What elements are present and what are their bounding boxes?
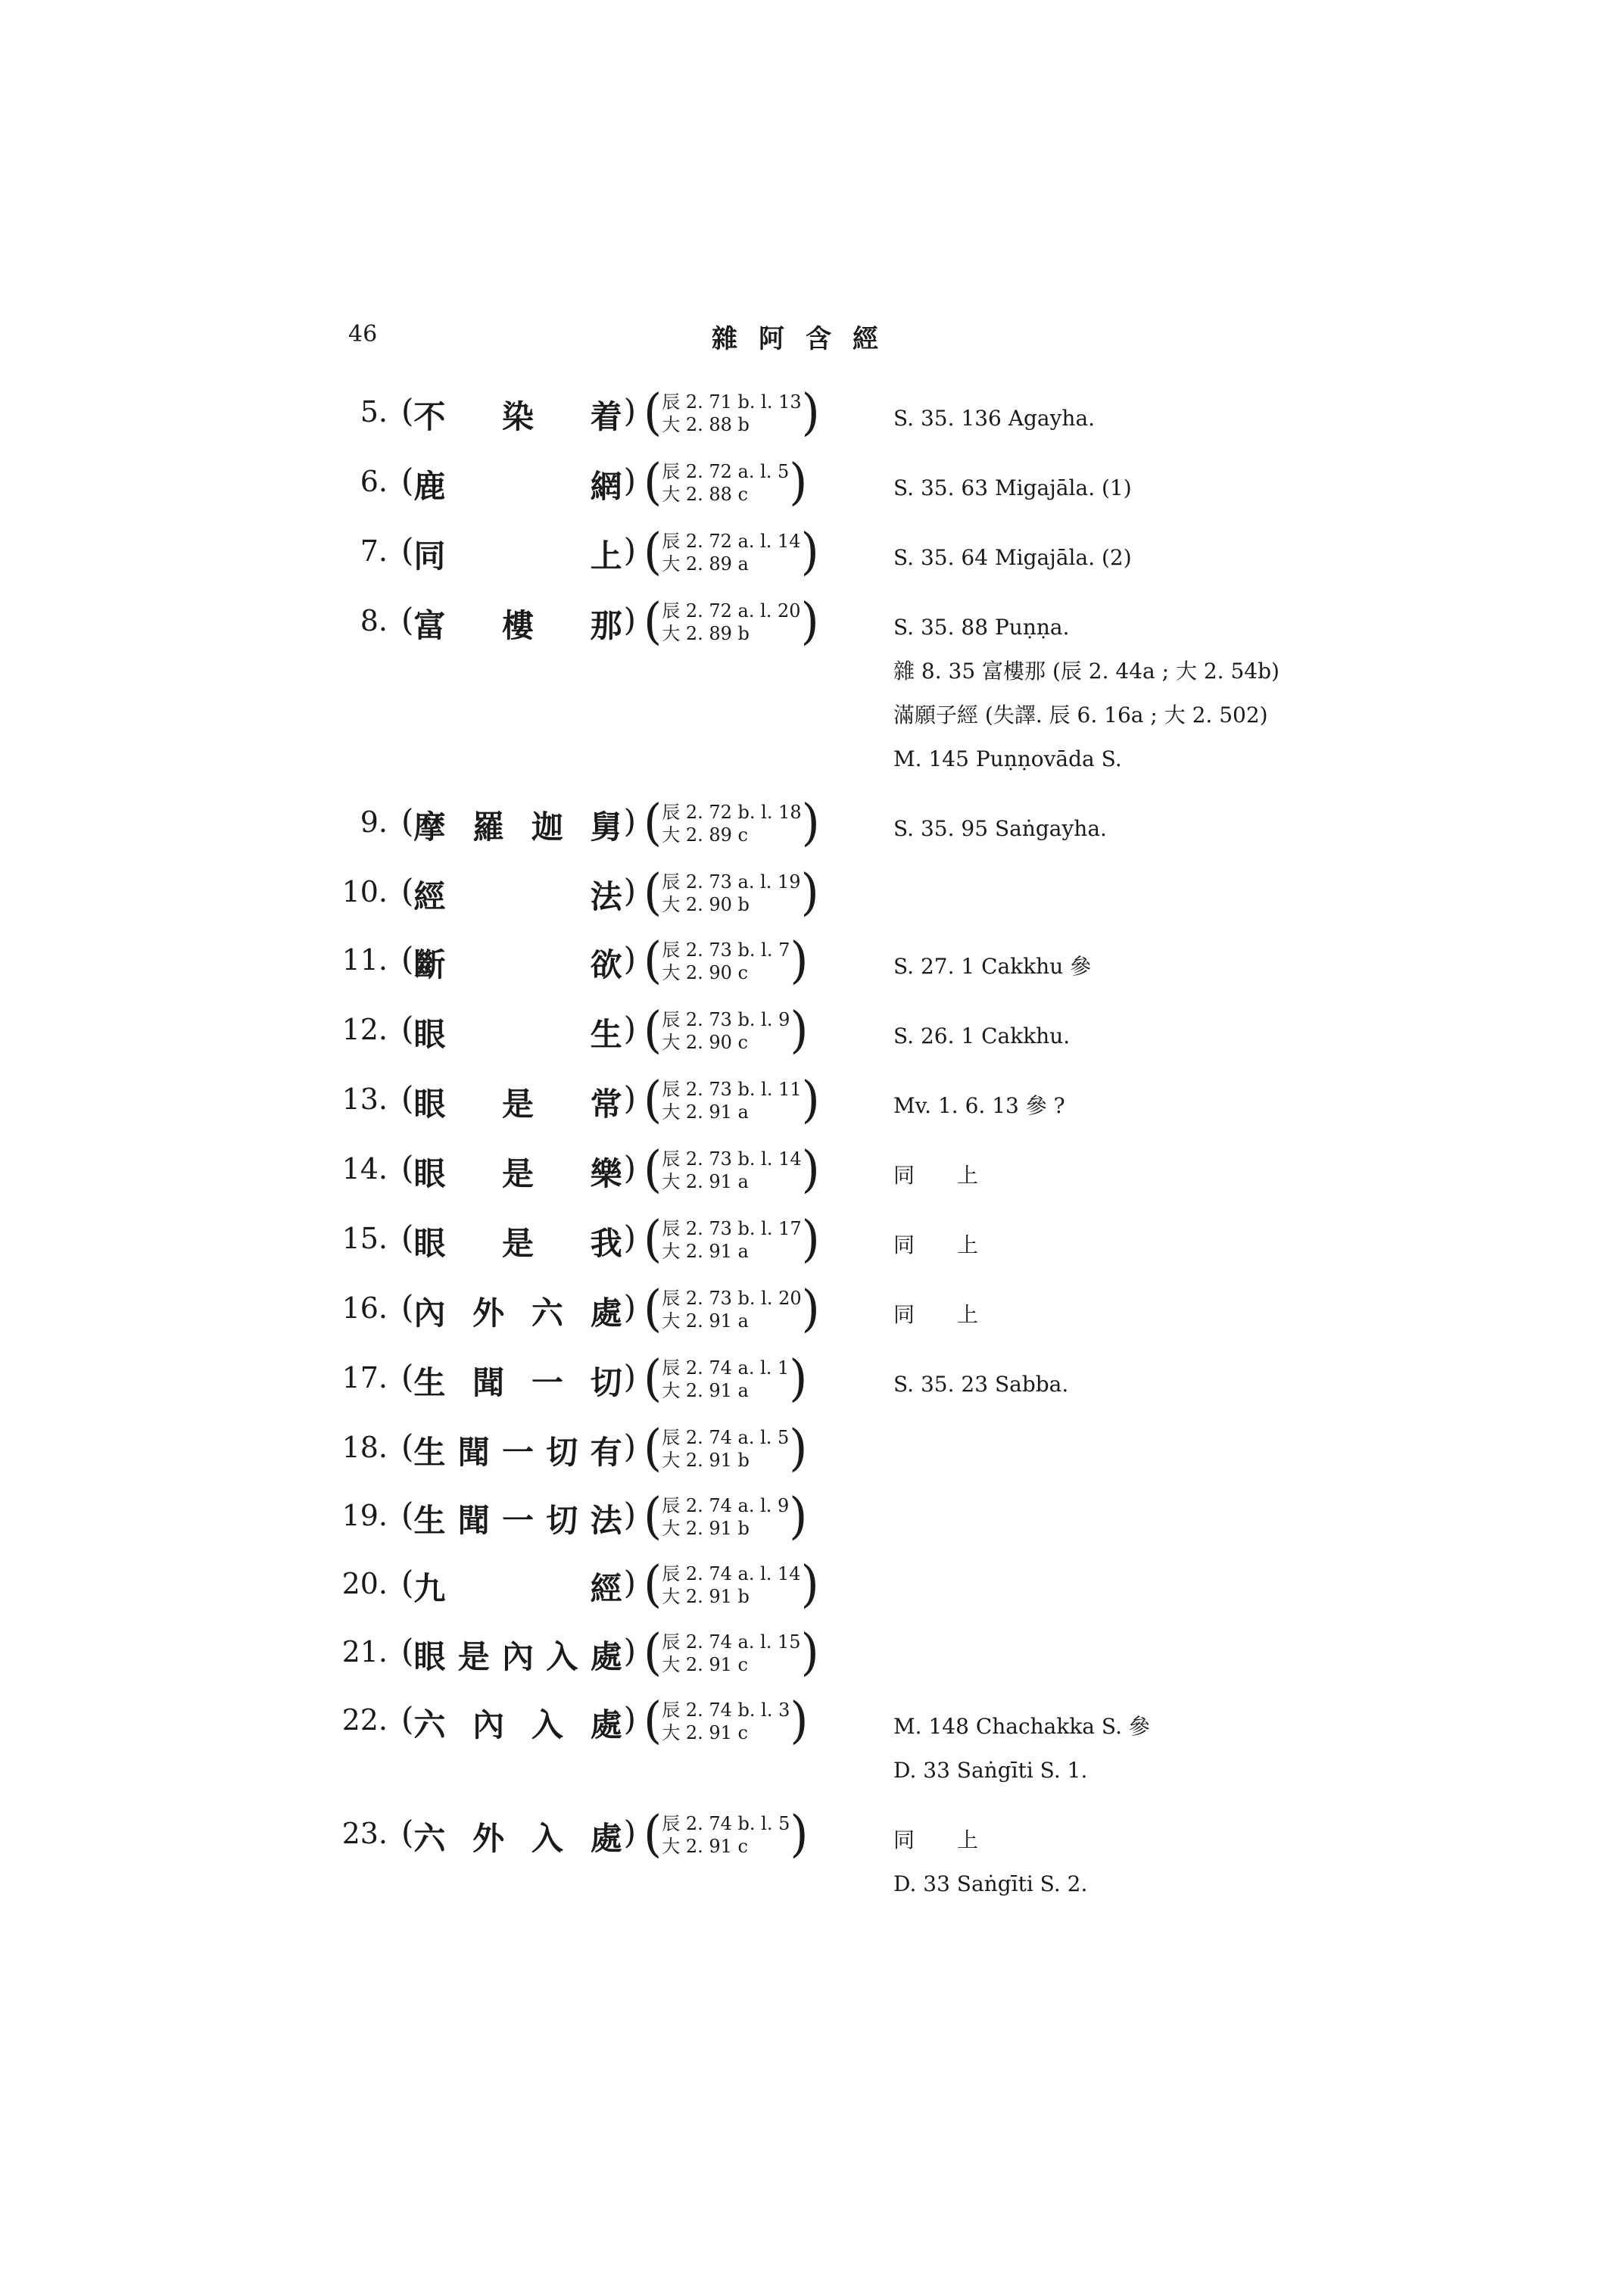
close-paren: ) — [623, 1632, 636, 1669]
parallel-reference: S. 26. 1 Cakkhu. — [893, 1023, 1071, 1048]
close-paren: ) — [623, 1700, 636, 1737]
close-paren: ) — [623, 601, 636, 638]
ref-line-1: 辰 2. 72 b. l. 18 — [662, 802, 802, 823]
ref-close-bracket: ) — [801, 1279, 820, 1338]
sutra-entry — [318, 1210, 1378, 1268]
close-paren: ) — [623, 802, 636, 840]
ref-lines — [662, 386, 801, 439]
ref-open-bracket: ( — [644, 1805, 662, 1863]
canon-reference — [644, 1070, 871, 1129]
parallel-references — [893, 1143, 1378, 1198]
open-paren: ( — [401, 601, 414, 638]
ref-open-bracket: ( — [644, 1070, 662, 1129]
ref-lines — [662, 456, 789, 509]
entry-title — [401, 525, 636, 577]
entry-number: 22. — [341, 1703, 388, 1737]
ref-line-2: 大 2. 91 b — [662, 1450, 750, 1471]
open-paren: ( — [401, 940, 414, 977]
ref-close-bracket: ) — [790, 1001, 809, 1059]
open-paren: ( — [401, 1496, 414, 1533]
parallel-references — [893, 1282, 1378, 1337]
parallel-references — [893, 525, 1378, 580]
canon-reference — [644, 1691, 871, 1749]
running-title: 雜阿含經 — [712, 324, 899, 354]
close-paren: ) — [623, 1149, 636, 1186]
entry-title-text: 同 上 — [413, 537, 624, 575]
parallel-references — [893, 796, 1378, 851]
canon-reference — [644, 1140, 871, 1198]
ref-lines — [662, 1558, 800, 1611]
close-paren: ) — [623, 531, 636, 569]
canon-reference — [644, 1487, 871, 1545]
entry-number: 16. — [341, 1291, 388, 1325]
entry-number: 10. — [341, 875, 388, 908]
ref-line-1: 辰 2. 74 a. l. 1 — [662, 1357, 790, 1379]
entry-title — [401, 1073, 636, 1125]
entry-title-text: 斷 欲 — [413, 946, 624, 983]
entry-title-text: 經 法 — [413, 878, 624, 915]
ref-line-2: 大 2. 88 c — [662, 484, 748, 505]
entry-title-text: 眼是內入處 — [413, 1638, 624, 1675]
entry-title — [401, 456, 636, 507]
ref-line-1: 辰 2. 71 b. l. 13 — [662, 391, 802, 413]
entry-number: 17. — [341, 1361, 388, 1394]
sutra-entry — [318, 1623, 1378, 1681]
canon-reference — [644, 1623, 871, 1681]
sutra-entry — [318, 1691, 1378, 1793]
sutra-entry — [318, 1805, 1378, 1906]
entry-title-text: 九 經 — [413, 1570, 624, 1607]
ref-line-1: 辰 2. 72 a. l. 5 — [662, 461, 790, 482]
ref-open-bracket: ( — [644, 1623, 662, 1681]
sutra-entry — [318, 522, 1378, 581]
close-paren: ) — [623, 1080, 636, 1117]
entry-number: 7. — [360, 534, 388, 568]
ref-lines — [662, 866, 800, 919]
ref-open-bracket: ( — [644, 453, 662, 511]
sutra-entry — [318, 1555, 1378, 1613]
parallel-references — [893, 1808, 1378, 1906]
open-paren: ( — [401, 872, 414, 909]
sutra-entry — [318, 1070, 1378, 1129]
ref-close-bracket: ) — [801, 1140, 820, 1198]
ref-close-bracket: ) — [801, 1070, 820, 1129]
parallel-reference: M. 145 Puṇṇovāda S. — [893, 746, 1122, 771]
parallel-reference: S. 27. 1 Cakkhu 參 — [893, 954, 1092, 979]
ref-line-1: 辰 2. 73 b. l. 7 — [662, 939, 790, 961]
sutra-entry — [318, 453, 1378, 511]
ref-line-2: 大 2. 91 c — [662, 1836, 748, 1857]
canon-reference — [644, 1279, 871, 1338]
ref-open-bracket: ( — [644, 1279, 662, 1338]
ref-line-1: 辰 2. 72 a. l. 14 — [662, 531, 801, 552]
entry-number: 8. — [360, 604, 388, 637]
open-paren: ( — [401, 1219, 414, 1256]
entry-title — [401, 1808, 636, 1859]
ref-line-1: 辰 2. 73 a. l. 19 — [662, 871, 801, 893]
ref-lines — [662, 934, 790, 987]
entry-number: 9. — [360, 805, 388, 839]
ref-line-1: 辰 2. 74 a. l. 9 — [662, 1495, 790, 1516]
parallel-reference: 同 上 — [893, 1302, 979, 1327]
entry-number: 21. — [341, 1635, 388, 1668]
open-paren: ( — [401, 1632, 414, 1669]
entry-title-text: 摩羅迦舅 — [413, 808, 624, 846]
parallel-reference: 同 上 — [893, 1232, 979, 1257]
close-paren: ) — [623, 462, 636, 499]
entry-list — [318, 383, 1378, 1921]
parallel-references — [893, 456, 1378, 510]
entry-title — [401, 1282, 636, 1334]
parallel-references — [893, 1213, 1378, 1267]
ref-line-2: 大 2. 89 c — [662, 824, 748, 846]
sutra-entry — [318, 1279, 1378, 1338]
entry-title — [401, 1143, 636, 1195]
ref-line-2: 大 2. 88 b — [662, 414, 750, 435]
ref-line-2: 大 2. 91 b — [662, 1586, 750, 1607]
open-paren: ( — [401, 1814, 414, 1851]
ref-line-1: 辰 2. 74 a. l. 14 — [662, 1563, 801, 1584]
ref-close-bracket: ) — [801, 793, 820, 852]
ref-close-bracket: ) — [800, 1555, 819, 1613]
ref-open-bracket: ( — [644, 522, 662, 581]
entry-title — [401, 1694, 636, 1746]
ref-close-bracket: ) — [800, 863, 819, 921]
ref-line-2: 大 2. 90 c — [662, 962, 748, 983]
canon-reference — [644, 1001, 871, 1059]
canon-reference — [644, 1419, 871, 1477]
ref-open-bracket: ( — [644, 863, 662, 921]
ref-lines — [662, 1422, 789, 1475]
sutra-entry — [318, 1419, 1378, 1477]
entry-title — [401, 1352, 636, 1404]
parallel-reference: 同 上 — [893, 1163, 979, 1188]
canon-reference — [644, 453, 871, 511]
parallel-reference: 滿願子經 (失譯. 辰 6. 16a ; 大 2. 502) — [893, 703, 1268, 727]
entry-title-text: 眼 是 樂 — [413, 1155, 624, 1192]
ref-line-1: 辰 2. 73 b. l. 9 — [662, 1009, 790, 1030]
page-number: 46 — [348, 321, 378, 347]
entry-title-text: 生聞一切法 — [413, 1502, 624, 1539]
ref-line-1: 辰 2. 74 a. l. 15 — [662, 1631, 801, 1653]
ref-line-2: 大 2. 91 c — [662, 1654, 748, 1675]
entry-number: 14. — [341, 1152, 388, 1185]
ref-line-1: 辰 2. 73 b. l. 14 — [662, 1148, 802, 1170]
ref-close-bracket: ) — [800, 592, 819, 650]
close-paren: ) — [623, 872, 636, 909]
sutra-entry — [318, 1001, 1378, 1059]
entry-number: 23. — [341, 1817, 388, 1850]
canon-reference — [644, 1805, 871, 1863]
open-paren: ( — [401, 802, 414, 840]
entry-number: 11. — [341, 943, 388, 977]
ref-line-2: 大 2. 91 a — [662, 1380, 749, 1401]
entry-number: 20. — [341, 1567, 388, 1600]
sutra-entry — [318, 1349, 1378, 1407]
entry-number: 12. — [341, 1013, 388, 1046]
open-paren: ( — [401, 1010, 414, 1047]
entry-title-text: 眼 是 常 — [413, 1086, 624, 1123]
parallel-reference: S. 35. 95 Saṅgayha. — [893, 816, 1107, 841]
ref-lines — [662, 1073, 801, 1126]
entry-number: 15. — [341, 1222, 388, 1255]
close-paren: ) — [623, 1814, 636, 1851]
ref-close-bracket: ) — [800, 1623, 819, 1681]
canon-reference — [644, 793, 871, 852]
ref-line-2: 大 2. 90 b — [662, 894, 750, 915]
parallel-references — [893, 386, 1378, 441]
ref-close-bracket: ) — [790, 1691, 809, 1749]
parallel-reference: S. 35. 64 Migajāla. (2) — [893, 545, 1132, 570]
entry-title-text: 富 樓 那 — [413, 607, 624, 644]
ref-open-bracket: ( — [644, 1001, 662, 1059]
entry-title — [401, 1558, 636, 1609]
open-paren: ( — [401, 462, 414, 499]
ref-lines — [662, 1282, 801, 1335]
ref-line-2: 大 2. 91 b — [662, 1518, 750, 1539]
entry-title-text: 不 染 着 — [413, 398, 624, 435]
ref-line-1: 辰 2. 74 b. l. 3 — [662, 1699, 790, 1721]
ref-line-2: 大 2. 91 a — [662, 1101, 749, 1123]
ref-close-bracket: ) — [790, 1805, 809, 1863]
ref-close-bracket: ) — [790, 931, 809, 989]
ref-lines — [662, 525, 800, 578]
entry-title-text: 六外入處 — [413, 1820, 624, 1857]
page-header — [333, 318, 1317, 363]
entry-title-text: 鹿 網 — [413, 468, 624, 505]
ref-close-bracket: ) — [789, 1487, 808, 1545]
ref-open-bracket: ( — [644, 1349, 662, 1407]
sutra-entry — [318, 592, 1378, 781]
ref-lines — [662, 796, 801, 849]
canon-reference — [644, 522, 871, 581]
close-paren: ) — [623, 1496, 636, 1533]
parallel-reference: D. 33 Saṅgīti S. 1. — [893, 1758, 1088, 1783]
entry-title-text: 六內入處 — [413, 1706, 624, 1743]
sutra-entry — [318, 1140, 1378, 1198]
parallel-references — [893, 1626, 1378, 1637]
ref-open-bracket: ( — [644, 793, 662, 852]
entry-title — [401, 934, 636, 986]
open-paren: ( — [401, 1080, 414, 1117]
entry-title — [401, 386, 636, 438]
ref-lines — [662, 1808, 790, 1861]
ref-lines — [662, 1213, 801, 1266]
close-paren: ) — [623, 940, 636, 977]
parallel-references — [893, 595, 1378, 781]
open-paren: ( — [401, 1288, 414, 1326]
ref-lines — [662, 1694, 790, 1747]
canon-reference — [644, 931, 871, 989]
canon-reference — [644, 383, 871, 441]
parallel-references — [893, 1422, 1378, 1432]
ref-close-bracket: ) — [800, 522, 819, 581]
ref-line-1: 辰 2. 73 b. l. 20 — [662, 1288, 802, 1309]
ref-line-2: 大 2. 91 a — [662, 1241, 749, 1262]
ref-line-2: 大 2. 91 a — [662, 1310, 749, 1332]
parallel-references — [893, 1073, 1378, 1128]
ref-line-2: 大 2. 90 c — [662, 1032, 748, 1053]
ref-line-1: 辰 2. 74 b. l. 5 — [662, 1813, 790, 1834]
close-paren: ) — [623, 1428, 636, 1465]
parallel-reference: M. 148 Chachakka S. 參 — [893, 1714, 1150, 1739]
close-paren: ) — [623, 1358, 636, 1395]
close-paren: ) — [623, 1219, 636, 1256]
ref-open-bracket: ( — [644, 1691, 662, 1749]
entry-title-text: 眼 生 — [413, 1016, 624, 1053]
ref-open-bracket: ( — [644, 931, 662, 989]
ref-lines — [662, 1490, 789, 1543]
ref-open-bracket: ( — [644, 1487, 662, 1545]
ref-lines — [662, 1626, 800, 1679]
entry-title — [401, 796, 636, 848]
close-paren: ) — [623, 1288, 636, 1326]
ref-close-bracket: ) — [801, 383, 820, 441]
parallel-reference: 雜 8. 35 富樓那 (辰 2. 44a ; 大 2. 54b) — [893, 659, 1280, 684]
ref-close-bracket: ) — [801, 1210, 820, 1268]
ref-line-2: 大 2. 89 a — [662, 553, 749, 575]
ref-open-bracket: ( — [644, 592, 662, 650]
ref-close-bracket: ) — [789, 1349, 808, 1407]
ref-line-2: 大 2. 91 c — [662, 1722, 748, 1743]
ref-open-bracket: ( — [644, 1140, 662, 1198]
open-paren: ( — [401, 392, 414, 429]
ref-lines — [662, 1004, 790, 1057]
sutra-entry — [318, 931, 1378, 989]
entry-title — [401, 1626, 636, 1678]
open-paren: ( — [401, 1149, 414, 1186]
parallel-references — [893, 934, 1378, 989]
canon-reference — [644, 592, 871, 650]
entry-title — [401, 1490, 636, 1541]
ref-line-2: 大 2. 91 a — [662, 1171, 749, 1192]
entry-title — [401, 1213, 636, 1264]
close-paren: ) — [623, 392, 636, 429]
ref-close-bracket: ) — [789, 1419, 808, 1477]
open-paren: ( — [401, 1358, 414, 1395]
canon-reference — [644, 863, 871, 921]
close-paren: ) — [623, 1564, 636, 1601]
parallel-references — [893, 1558, 1378, 1569]
parallel-reference: D. 33 Saṅgīti S. 2. — [893, 1871, 1088, 1896]
entry-number: 6. — [360, 465, 388, 498]
ref-open-bracket: ( — [644, 1210, 662, 1268]
entry-number: 19. — [341, 1499, 388, 1532]
entry-title — [401, 595, 636, 646]
entry-title — [401, 866, 636, 918]
entry-title-text: 內外六處 — [413, 1294, 624, 1332]
parallel-references — [893, 1352, 1378, 1407]
ref-line-1: 辰 2. 73 b. l. 11 — [662, 1079, 802, 1100]
parallel-reference: S. 35. 23 Sabba. — [893, 1372, 1069, 1397]
ref-open-bracket: ( — [644, 1419, 662, 1477]
entry-title-text: 生聞一切有 — [413, 1434, 624, 1471]
entry-title — [401, 1004, 636, 1055]
open-paren: ( — [401, 531, 414, 569]
ref-line-2: 大 2. 89 b — [662, 623, 750, 644]
canon-reference — [644, 1555, 871, 1613]
ref-lines — [662, 1352, 789, 1405]
entry-title-text: 眼 是 我 — [413, 1225, 624, 1262]
open-paren: ( — [401, 1428, 414, 1465]
entry-title-text: 生聞一切 — [413, 1364, 624, 1401]
canon-reference — [644, 1210, 871, 1268]
ref-open-bracket: ( — [644, 383, 662, 441]
sutra-entry — [318, 383, 1378, 441]
parallel-references — [893, 1004, 1378, 1058]
ref-line-1: 辰 2. 74 a. l. 5 — [662, 1427, 790, 1448]
open-paren: ( — [401, 1564, 414, 1601]
parallel-reference: S. 35. 88 Puṇṇa. — [893, 615, 1070, 640]
parallel-references — [893, 866, 1378, 877]
ref-close-bracket: ) — [789, 453, 808, 511]
parallel-references — [893, 1694, 1378, 1793]
sutra-entry — [318, 793, 1378, 852]
entry-number: 13. — [341, 1083, 388, 1116]
parallel-reference: S. 35. 63 Migajāla. (1) — [893, 475, 1132, 500]
entry-title — [401, 1422, 636, 1473]
sutra-entry — [318, 1487, 1378, 1545]
ref-line-1: 辰 2. 73 b. l. 17 — [662, 1218, 802, 1239]
sutra-entry — [318, 863, 1378, 921]
entry-number: 18. — [341, 1431, 388, 1464]
ref-line-1: 辰 2. 72 a. l. 20 — [662, 600, 801, 622]
parallel-reference: S. 35. 136 Agayha. — [893, 406, 1096, 431]
ref-lines — [662, 1143, 801, 1196]
parallel-references — [893, 1490, 1378, 1500]
parallel-reference: Mv. 1. 6. 13 參 ? — [893, 1093, 1065, 1118]
close-paren: ) — [623, 1010, 636, 1047]
ref-lines — [662, 595, 800, 648]
parallel-reference: 同 上 — [893, 1827, 979, 1852]
ref-open-bracket: ( — [644, 1555, 662, 1613]
entry-number: 5. — [360, 395, 388, 428]
canon-reference — [644, 1349, 871, 1407]
open-paren: ( — [401, 1700, 414, 1737]
